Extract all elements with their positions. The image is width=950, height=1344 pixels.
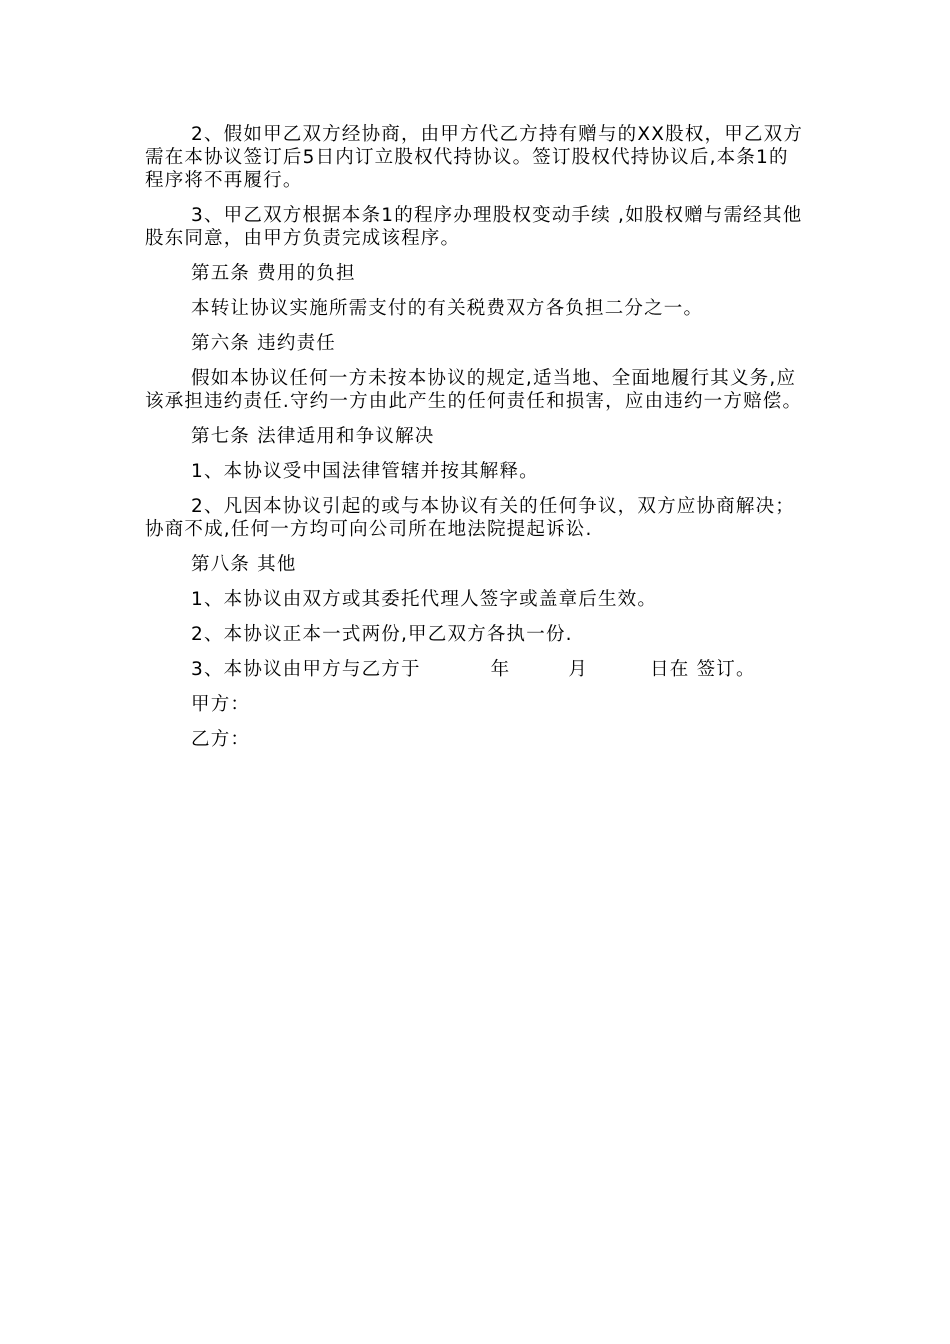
signing-month: 月 xyxy=(568,659,589,680)
paragraph-signing-date xyxy=(145,658,805,681)
document-body xyxy=(145,123,805,763)
paragraph-equity-transfer: 3、甲乙双方根据本条1的程序办理股权变动手续 ,如股权赠与需经其他股东同意，由甲方负责完成该程序。 xyxy=(145,205,803,249)
signing-year: 年 xyxy=(490,659,511,680)
paragraph-dispute-resolution: 2、凡因本协议引起的或与本协议有关的任何争议，双方应协商解决；协商不成,任何一方均可向公司所在地法院提起诉讼. xyxy=(145,496,795,540)
article-8-heading: 第八条 其他 xyxy=(191,554,297,575)
paragraph-effectiveness: 1、本协议由双方或其委托代理人签字或盖章后生效。 xyxy=(191,589,658,610)
paragraph-equity-holding: 2、假如甲乙双方经协商，由甲方代乙方持有赠与的XX股权，甲乙双方需在本协议签订后5日内订立股权代持协议。签订股权代持协议后,本条1的程序将不再履行。 xyxy=(145,124,804,191)
party-b-label: 乙方： xyxy=(191,729,251,750)
signing-suffix: 签订。 xyxy=(689,659,756,680)
party-a-label: 甲方： xyxy=(191,694,251,715)
article-6-heading: 第六条 违约责任 xyxy=(191,333,336,354)
article-5-heading: 第五条 费用的负担 xyxy=(191,263,356,284)
signing-day-place: 日在 xyxy=(650,659,690,680)
paragraph-fees: 本转让协议实施所需支付的有关税费双方各负担二分之一。 xyxy=(191,298,704,319)
paragraph-copies: 2、本协议正本一式两份,甲乙双方各执一份. xyxy=(191,624,573,645)
signing-prefix: 3、本协议由甲方与乙方于 xyxy=(191,659,421,680)
article-7-heading: 第七条 法律适用和争议解决 xyxy=(191,426,435,447)
paragraph-breach: 假如本协议任何一方未按本协议的规定,适当地、全面地履行其义务,应该承担违约责任.守约一方由此产生的任何责任和损害，应由违约一方赔偿。 xyxy=(145,368,803,412)
paragraph-governing-law: 1、本协议受中国法律管辖并按其解释。 xyxy=(191,461,539,482)
